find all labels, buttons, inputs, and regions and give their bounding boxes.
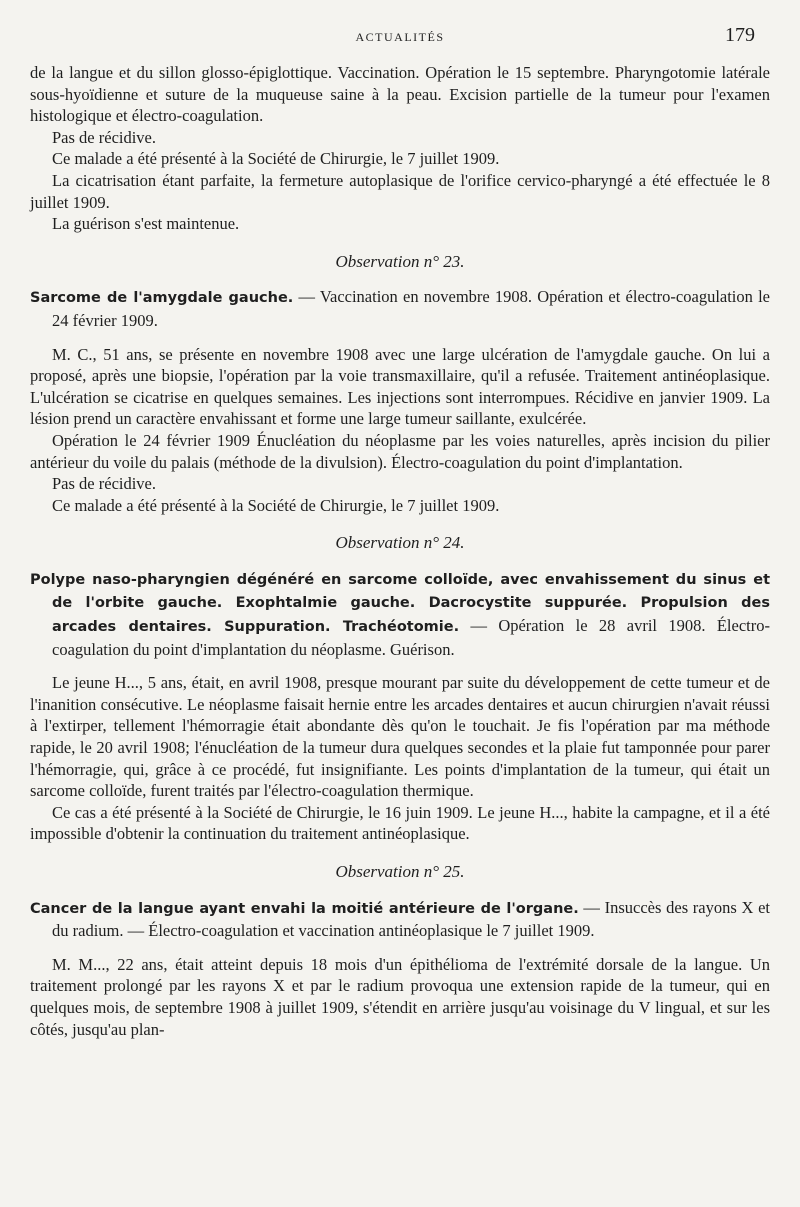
paragraph: La cicatrisation étant parfaite, la fermeture autoplasique de l'orifice cervico-pharyngé a été effectuée le 8 juillet 1909. <box>30 170 770 212</box>
paragraph: M. M..., 22 ans, était atteint depuis 18 mois d'un épithélioma de l'extrémité dorsale de la langue. Un traitement prolongé par les rayons X et par le radium provoqua une extension rapide de la tumeur, qui en quelques mois, de septembre 1908 à juillet 1909, s'étendit en arrière jusqu'au voisinage du V lingual, et sur les côtés, jusqu'au plan- <box>30 954 770 1039</box>
paragraph: de la langue et du sillon glosso-épiglottique. Vaccination. Opération le 15 septembre. Pharyngotomie latérale sous-hyoïdienne et suture de la muqueuse saine à la peau. Excision partielle de la tumeur pour l'examen histologique et électro-coagulation. <box>30 63 770 126</box>
running-head: ACTUALITÉS <box>355 30 445 44</box>
observation-heading: Observation n° 24. <box>335 533 465 553</box>
paragraph: Pas de récidive. <box>52 474 157 494</box>
paragraph: M. C., 51 ans, se présente en novembre 1908 avec une large ulcération de l'amygdale gauche. On lui a proposé, après une biopsie, l'opération par la voie transmaxillaire, qu'il a refusée. Traitement antinéoplasique. L'ulcération se cicatrise en quelques semaines. Les injections sont interrompues. Récidive en janvier 1909. La lésion prend un caractère envahissant et forme une large tumeur saillante, exulcérée. <box>30 344 770 429</box>
observation-summary <box>30 568 770 660</box>
summary-title: Cancer de la langue ayant envahi la moitié antérieure de l'organe. <box>30 900 579 917</box>
summary-details: — Opération le 28 avril 1908. Électro-coagulation du point d'implantation du néoplasme. Guérison. <box>52 616 770 659</box>
paragraph: La guérison s'est maintenue. <box>52 214 240 234</box>
summary-details: — Vaccination en novembre 1908. Opération et électro-coagulation le 24 février 1909. <box>52 287 770 330</box>
observation-summary <box>30 897 770 942</box>
paragraph: Le jeune H..., 5 ans, était, en avril 1908, presque mourant par suite du développement de cette tumeur et de l'inanition consécutive. Le néoplasme faisait hernie entre les arcades dentaires et aucun chirurgien n'avait réussi à l'extirper, tellement l'hémorragie était abondante dès qu'on le touchait. Je fis l'opération par ma méthode rapide, le 20 avril 1908; l'énucléation de la tumeur dura quelques secondes et la plaie fut tamponnée pour parer l'hémorragie, qui, grâce à ce procédé, fut insignifiante. Les points d'implantation de la tumeur, qui était un sarcome colloïde, furent traités par l'électro-coagulation thermique. <box>30 673 770 801</box>
summary-title: Polype naso-pharyngien dégénéré en sarcome colloïde, avec envahissement du sinus et de l'orbite gauche. Exophtalmie gauche. Dacrocystite suppurée. Propulsion des arcades dentaires. Suppuration. Trachéotomie. <box>30 571 770 636</box>
summary-title: Sarcome de l'amygdale gauche. <box>30 290 294 307</box>
observation-heading: Observation n° 25. <box>335 862 465 881</box>
paragraph: Ce malade a été présenté à la Société de Chirurgie, le 7 juillet 1909. <box>52 495 500 515</box>
observation-summary <box>30 286 770 331</box>
observation-heading: Observation n° 23. <box>335 251 465 271</box>
paragraph: Ce cas a été présenté à la Société de Chirurgie, le 16 juin 1909. Le jeune H..., habite la campagne, et il a été impossible d'obtenir la continuation du traitement antinéoplasique. <box>30 802 770 844</box>
paragraph: Pas de récidive. <box>52 127 157 147</box>
summary-details: — Insuccès des rayons X et du radium. — Électro-coagulation et vaccination antinéoplasique le 7 juillet 1909. <box>52 897 770 941</box>
page-number: 179 <box>725 24 755 46</box>
body-text <box>30 62 770 1040</box>
paragraph: Opération le 24 février 1909 Énucléation du néoplasme par les voies naturelles, après incision du pilier antérieur du voile du palais (méthode de la divulsion). Électro-coagulation du point d'implantation. <box>30 430 770 472</box>
paragraph: Ce malade a été présenté à la Société de Chirurgie, le 7 juillet 1909. <box>52 149 500 169</box>
